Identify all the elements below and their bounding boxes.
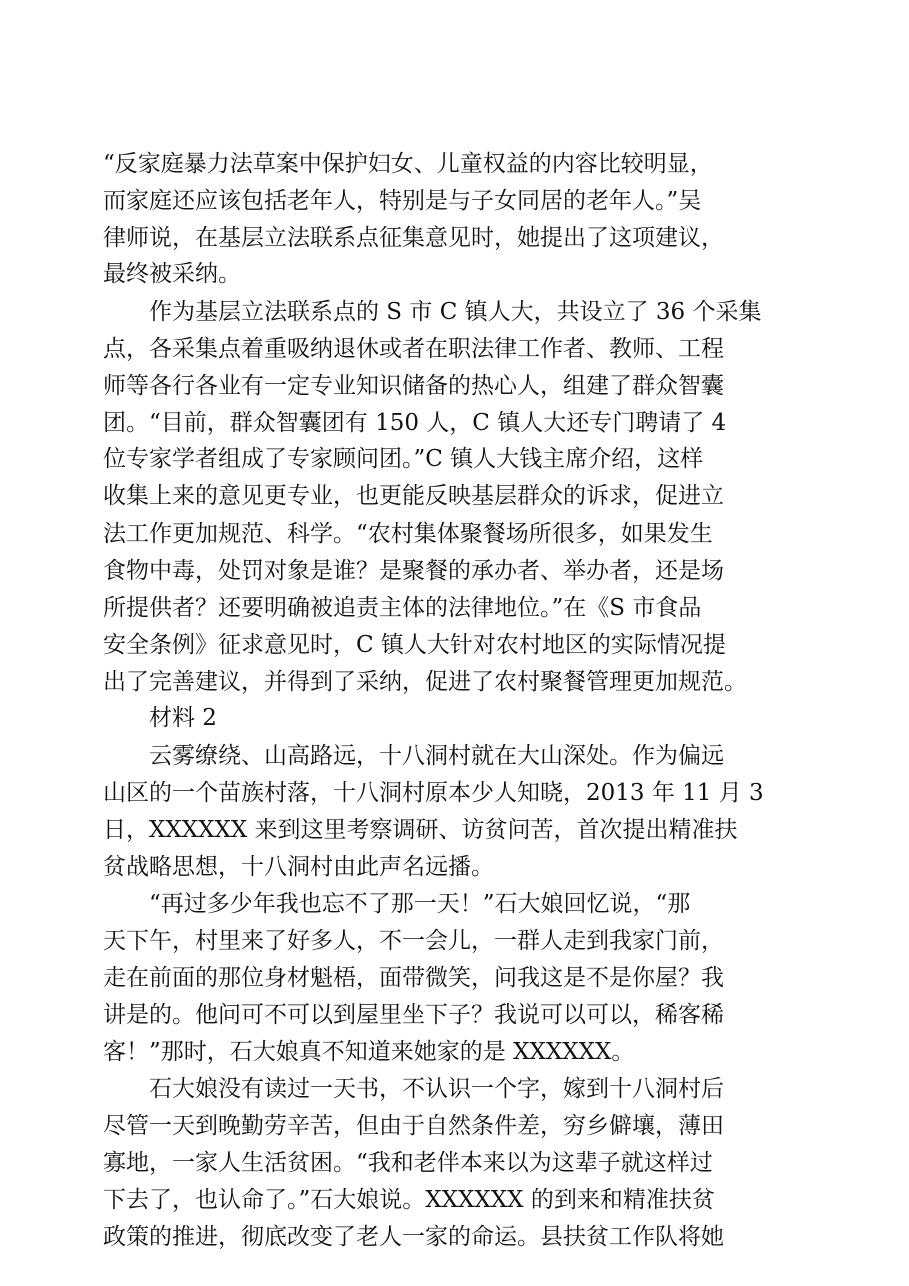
text-line: 走在前面的那位身材魁梧，面带微笑，问我这是不是你屋？我 (103, 965, 724, 991)
text-line: 点，各采集点着重吸纳退休或者在职法律工作者、教师、工程 (103, 336, 724, 362)
text-line: 而家庭还应该包括老年人，特别是与子女同居的老年人。”吴 (103, 188, 702, 214)
text-line: “反家庭暴力法草案中保护妇女、儿童权益的内容比较明显， (103, 151, 713, 177)
text-line: 石大娘没有读过一天书，不认识一个字，嫁到十八洞村后 (103, 1076, 724, 1102)
text-line: 师等各行各业有一定专业知识储备的热心人，组建了群众智囊 (103, 373, 724, 399)
text-line: 云雾缭绕、山高路远，十八洞村就在大山深处。作为偏远 (103, 743, 724, 769)
text-line: 寡地，一家人生活贫困。“我和老伴本来以为这辈子就这样过 (103, 1150, 713, 1176)
text-line: 讲是的。他问可不可以到屋里坐下子？我说可以可以，稀客稀 (103, 1002, 724, 1028)
text-line: 客！”那时，石大娘真不知道来她家的是 XXXXXX。 (103, 1039, 635, 1065)
text-line: 作为基层立法联系点的 S 市 C 镇人大，共设立了 36 个采集 (103, 299, 762, 325)
text-line: 食物中毒，处罚对象是谁？是聚餐的承办者、举办者，还是场 (103, 558, 724, 584)
text-line: 山区的一个苗族村落，十八洞村原本少人知晓，2013 年 11 月 3 (103, 780, 764, 806)
section-heading: 材料 2 (103, 705, 217, 731)
text-line: 律师说，在基层立法联系点征集意见时，她提出了这项建议， (103, 225, 724, 251)
text-line: 出了完善建议，并得到了采纳，促进了农村聚餐管理更加规范。 (103, 669, 747, 695)
text-line: “再过多少年我也忘不了那一天！”石大娘回忆说，“那 (103, 891, 691, 917)
text-line: 下去了，也认命了。”石大娘说。XXXXXX 的到来和精准扶贫 (103, 1187, 715, 1213)
text-line: 所提供者？还要明确被追责主体的法律地位。”在《S 市食品 (103, 595, 702, 621)
text-line: 最终被采纳。 (103, 261, 241, 287)
text-line: 贫战略思想，十八洞村由此声名远播。 (103, 854, 494, 880)
text-line: 日，XXXXXX 来到这里考察调研、访贫问苦，首次提出精准扶 (103, 817, 738, 843)
text-line: 尽管一天到晚勤劳辛苦，但由于自然条件差，穷乡僻壤，薄田 (103, 1113, 724, 1139)
text-line: 政策的推进，彻底改变了老人一家的命运。县扶贫工作队将她 (103, 1224, 724, 1250)
text-line: 位专家学者组成了专家顾问团。”C 镇人大钱主席介绍，这样 (103, 446, 704, 472)
text-line: 收集上来的意见更专业，也更能反映基层群众的诉求，促进立 (103, 483, 724, 509)
text-line: 团。“目前，群众智囊团有 150 人，C 镇人大还专门聘请了 4 (103, 410, 727, 436)
text-line: 安全条例》征求意见时，C 镇人大针对农村地区的实际情况提 (103, 632, 726, 658)
text-line: 天下午，村里来了好多人，不一会儿，一群人走到我家门前， (103, 928, 724, 954)
text-line: 法工作更加规范、科学。“农村集体聚餐场所很多，如果发生 (103, 521, 713, 547)
